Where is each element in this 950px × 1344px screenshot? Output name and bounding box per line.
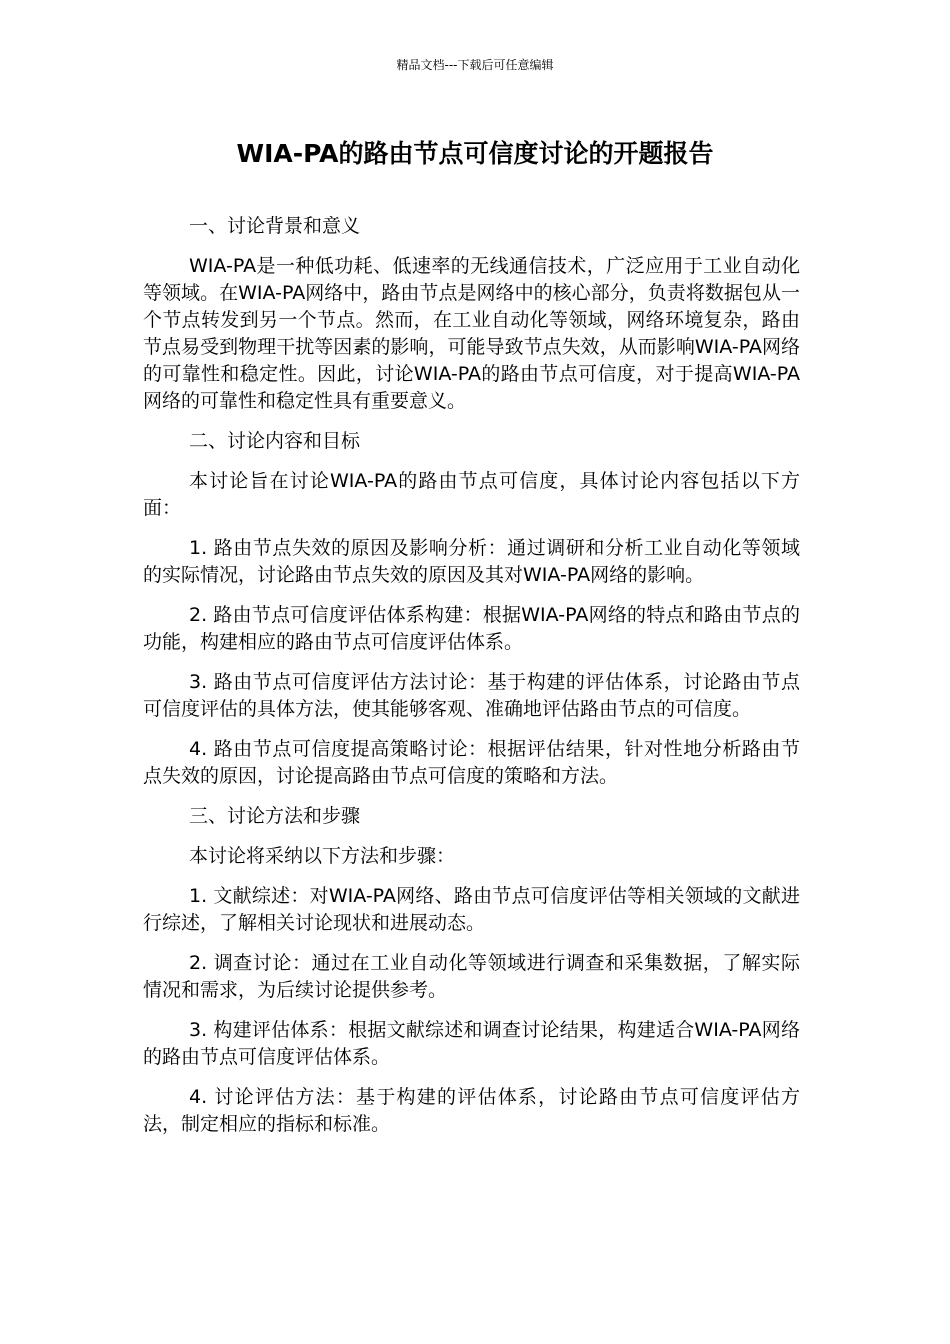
list-item: 3. 构建评估体系：根据文献综述和调查讨论结果，构建适合WIA-PA网络的路由节点可信度评估体系。 (143, 1019, 800, 1068)
section-heading: 一、讨论背景和意义 (189, 215, 361, 237)
list-item: 1. 路由节点失效的原因及影响分析：通过调研和分析工业自动化等领域的实际情况，讨论路由节点失效的原因及其对WIA-PA网络的影响。 (143, 537, 800, 586)
list-item: 4. 讨论评估方法：基于构建的评估体系，讨论路由节点可信度评估方法，制定相应的指标和标准。 (143, 1086, 800, 1135)
section-heading: 三、讨论方法和步骤 (189, 805, 361, 827)
section-heading: 二、讨论内容和目标 (189, 430, 361, 452)
paragraph: 本讨论将采纳以下方法和步骤： (189, 845, 456, 867)
list-item: 2. 路由节点可信度评估体系构建：根据WIA-PA网络的特点和路由节点的功能，构建相应的路由节点可信度评估体系。 (143, 604, 800, 653)
document-body (143, 213, 800, 1151)
paragraph: WIA-PA是一种低功耗、低速率的无线通信技术，广泛应用于工业自动化等领域。在WIA-PA网络中，路由节点是网络中的核心部分，负责将数据包从一个节点转发到另一个节点。然而，在工业自动化等领域，网络环境复杂，路由节点易受到物理干扰等因素的影响，可能导致节点失效，从而影响WIA-PA网络的可靠性和稳定性。因此，讨论WIA-PA的路由节点可信度，对于提高WIA-PA网络的可靠性和稳定性具有重要意义。 (143, 255, 800, 412)
header-note: 精品文档---下载后可任意编辑 (396, 58, 554, 72)
list-item: 1. 文献综述：对WIA-PA网络、路由节点可信度评估等相关领域的文献进行综述，了解相关讨论现状和进展动态。 (143, 885, 800, 934)
paragraph: 本讨论旨在讨论WIA-PA的路由节点可信度，具体讨论内容包括以下方面： (143, 470, 800, 519)
list-item: 4. 路由节点可信度提高策略讨论：根据评估结果，针对性地分析路由节点失效的原因，讨论提高路由节点可信度的策略和方法。 (143, 738, 800, 787)
list-item: 3. 路由节点可信度评估方法讨论：基于构建的评估体系，讨论路由节点可信度评估的具体方法，使其能够客观、准确地评估路由节点的可信度。 (143, 671, 800, 720)
list-item: 2. 调查讨论：通过在工业自动化等领域进行调查和采集数据，了解实际情况和需求，为后续讨论提供参考。 (143, 952, 800, 1001)
document-title: WIA-PA的路由节点可信度讨论的开题报告 (236, 139, 714, 168)
